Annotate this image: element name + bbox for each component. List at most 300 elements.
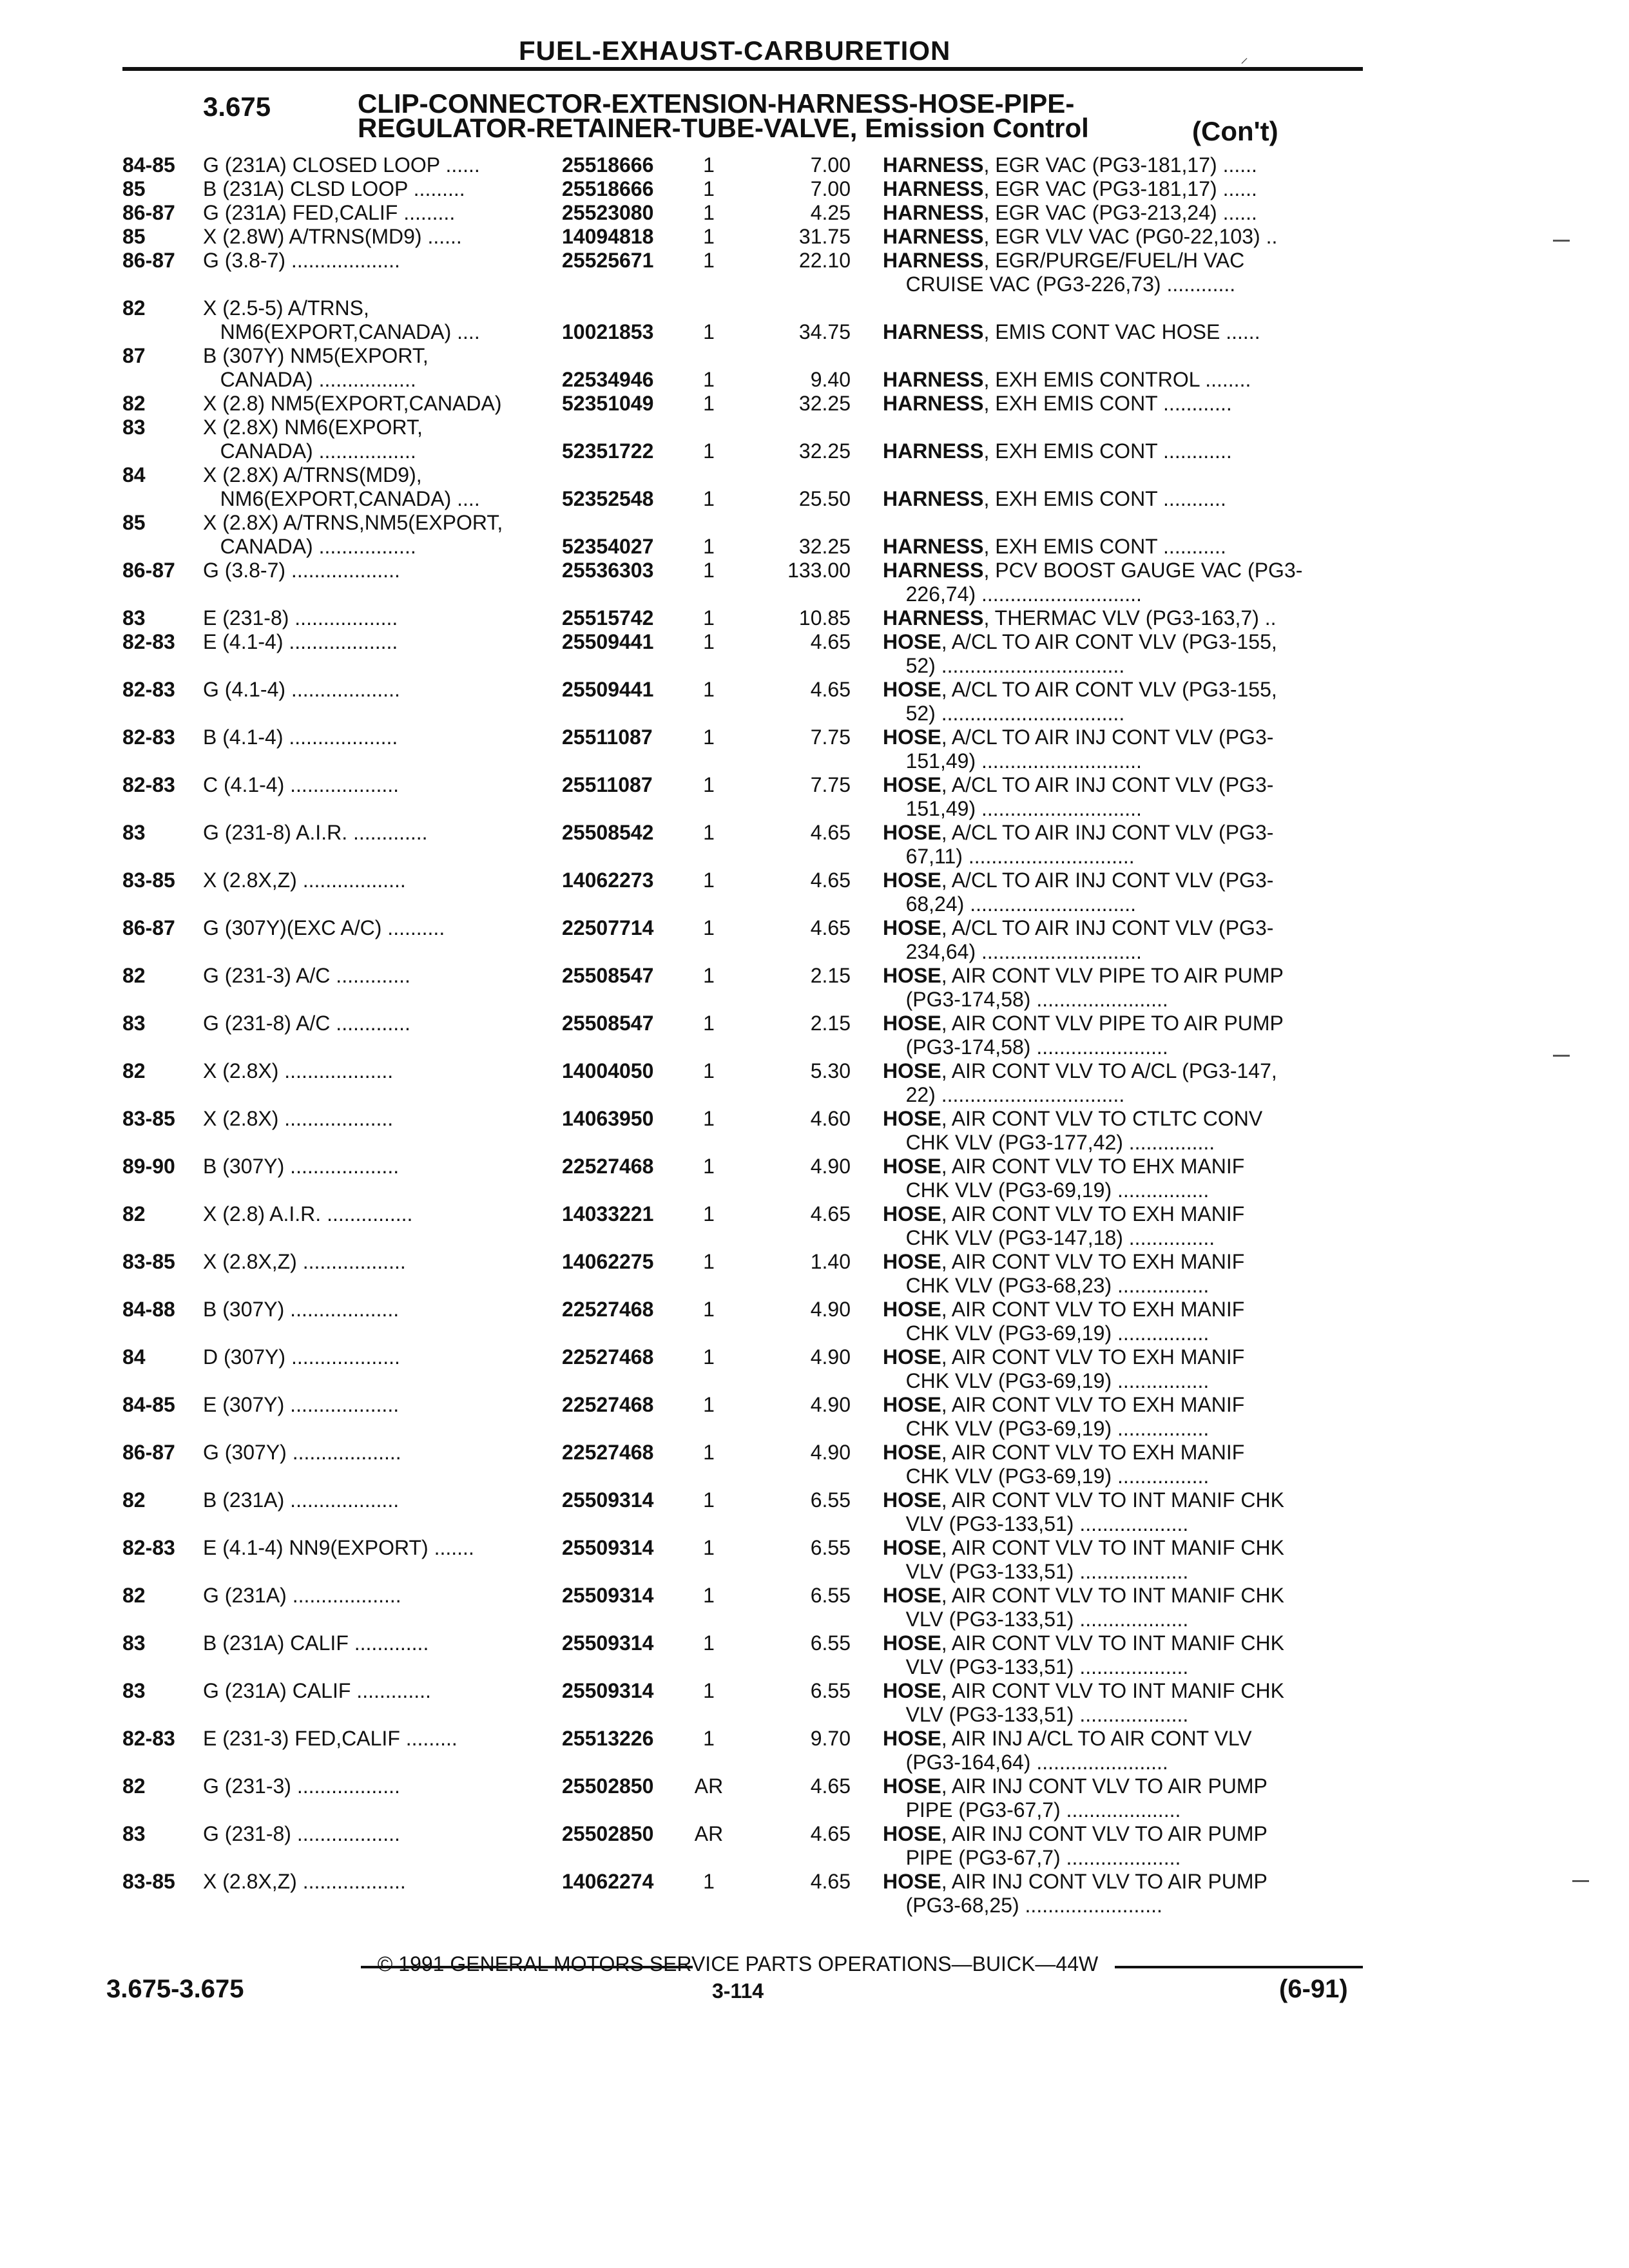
part-line xyxy=(122,177,1366,201)
part-description: 68,24) ............................. xyxy=(883,892,1137,916)
part-description: HARNESS, EGR VLV VAC (PG0-22,103) .. xyxy=(883,225,1278,248)
part-line xyxy=(122,1035,1366,1059)
part-line xyxy=(122,916,1366,940)
application: NM6(EXPORT,CANADA) .... xyxy=(203,487,480,510)
part-description: 151,49) ............................ xyxy=(883,797,1142,820)
quantity: 1 xyxy=(703,320,715,343)
quantity: 1 xyxy=(703,678,715,701)
price: 32.25 xyxy=(798,535,851,558)
price: 4.65 xyxy=(810,869,851,892)
part-keyword: HOSE xyxy=(883,964,941,987)
price: 4.65 xyxy=(810,1202,851,1225)
part-description: HOSE, AIR CONT VLV TO INT MANIF CHK xyxy=(883,1679,1284,1702)
part-description: VLV (PG3-133,51) ................... xyxy=(883,1512,1189,1535)
model-years: 83 xyxy=(122,1012,146,1035)
model-years: 83 xyxy=(122,606,146,629)
quantity: AR xyxy=(694,1774,724,1798)
quantity: 1 xyxy=(703,1107,715,1130)
part-description: HOSE, AIR CONT VLV TO CTLTC CONV xyxy=(883,1107,1263,1130)
part-keyword: HARNESS xyxy=(883,606,984,629)
part-line xyxy=(122,1369,1366,1393)
quantity: 1 xyxy=(703,1393,715,1416)
price: 9.40 xyxy=(810,368,851,391)
price: 4.65 xyxy=(810,821,851,844)
part-number: 25508542 xyxy=(562,821,654,844)
part-line xyxy=(122,1131,1366,1155)
revision-date: (6-91) xyxy=(1279,1975,1348,2003)
part-number: 25508547 xyxy=(562,964,654,987)
part-keyword: HOSE xyxy=(883,1345,941,1369)
part-description: HOSE, A/CL TO AIR INJ CONT VLV (PG3- xyxy=(883,869,1274,892)
quantity: 1 xyxy=(703,1345,715,1369)
part-description: HOSE, AIR CONT VLV TO EXH MANIF xyxy=(883,1345,1245,1369)
part-description: VLV (PG3-133,51) ................... xyxy=(883,1655,1189,1678)
application: G (231-3) A/C ............. xyxy=(203,964,410,987)
part-line xyxy=(122,1822,1366,1846)
application: G (4.1-4) ................... xyxy=(203,678,400,701)
part-number: 25509314 xyxy=(562,1536,654,1559)
application: C (4.1-4) ................... xyxy=(203,773,400,796)
part-keyword: HOSE xyxy=(883,1012,941,1035)
model-years: 84 xyxy=(122,1345,146,1369)
part-description: CHK VLV (PG3-69,19) ................ xyxy=(883,1465,1210,1488)
part-description: HOSE, AIR CONT VLV TO INT MANIF CHK xyxy=(883,1584,1284,1607)
part-description: HOSE, AIR CONT VLV TO INT MANIF CHK xyxy=(883,1488,1284,1512)
part-description: HOSE, AIR INJ CONT VLV TO AIR PUMP xyxy=(883,1870,1268,1893)
application: G (3.8-7) ................... xyxy=(203,559,400,582)
application: X (2.8X) ................... xyxy=(203,1059,394,1082)
part-description: HOSE, AIR CONT VLV TO EXH MANIF xyxy=(883,1250,1245,1273)
part-description: HARNESS, EXH EMIS CONT ............ xyxy=(883,439,1232,463)
part-line xyxy=(122,1727,1366,1751)
price: 6.55 xyxy=(810,1631,851,1655)
quantity: 1 xyxy=(703,1250,715,1273)
part-description: HOSE, A/CL TO AIR CONT VLV (PG3-155, xyxy=(883,678,1277,701)
part-description: HOSE, AIR CONT VLV PIPE TO AIR PUMP xyxy=(883,1012,1284,1035)
part-keyword: HOSE xyxy=(883,678,941,701)
model-years: 82-83 xyxy=(122,773,175,796)
model-years: 83 xyxy=(122,416,146,439)
part-number: 25511087 xyxy=(562,726,653,749)
model-years: 82 xyxy=(122,392,146,415)
application: E (4.1-4) ................... xyxy=(203,630,398,653)
quantity: 1 xyxy=(703,726,715,749)
part-description: VLV (PG3-133,51) ................... xyxy=(883,1560,1189,1583)
pen-mark: ⸝ xyxy=(1240,49,1248,66)
part-line xyxy=(122,1536,1366,1560)
part-description: VLV (PG3-133,51) ................... xyxy=(883,1703,1189,1726)
part-line xyxy=(122,988,1366,1012)
application: G (231A) ................... xyxy=(203,1584,401,1607)
model-years: 82 xyxy=(122,1202,146,1225)
group-number: 3.675 xyxy=(203,91,271,122)
model-years: 87 xyxy=(122,344,146,367)
part-line xyxy=(122,654,1366,678)
application: X (2.8X,Z) .................. xyxy=(203,1870,406,1893)
quantity: 1 xyxy=(703,1870,715,1893)
part-line xyxy=(122,797,1366,821)
part-line xyxy=(122,1345,1366,1369)
application: X (2.8X,Z) .................. xyxy=(203,1250,406,1273)
application: G (231A) CLOSED LOOP ...... xyxy=(203,153,480,177)
page-number: 3-114 xyxy=(712,1979,764,2003)
part-number: 10021853 xyxy=(562,320,654,343)
quantity: 1 xyxy=(703,487,715,510)
model-years: 82 xyxy=(122,1059,146,1082)
part-line xyxy=(122,773,1366,797)
part-description: HOSE, AIR INJ A/CL TO AIR CONT VLV xyxy=(883,1727,1252,1750)
margin-mark xyxy=(1572,1880,1589,1882)
part-number: 25518666 xyxy=(562,153,654,177)
part-keyword: HOSE xyxy=(883,630,941,653)
model-years: 82-83 xyxy=(122,678,175,701)
part-number: 22527468 xyxy=(562,1441,654,1464)
part-number: 25509441 xyxy=(562,630,654,653)
model-years: 85 xyxy=(122,177,146,200)
application: CANADA) ................. xyxy=(203,439,416,463)
part-keyword: HOSE xyxy=(883,1631,941,1655)
model-years: 84-85 xyxy=(122,153,175,177)
part-description: CHK VLV (PG3-69,19) ................ xyxy=(883,1321,1210,1345)
application: X (2.5-5) A/TRNS, xyxy=(203,296,369,320)
part-description: CRUISE VAC (PG3-226,73) ............ xyxy=(883,273,1236,296)
part-line xyxy=(122,439,1366,463)
part-description: (PG3-174,58) ....................... xyxy=(883,1035,1168,1059)
quantity: 1 xyxy=(703,1536,715,1559)
model-years: 83 xyxy=(122,1631,146,1655)
price: 4.90 xyxy=(810,1393,851,1416)
part-number: 25523080 xyxy=(562,201,654,224)
model-years: 82 xyxy=(122,1584,146,1607)
part-number: 14062273 xyxy=(562,869,654,892)
part-line xyxy=(122,749,1366,773)
part-keyword: HOSE xyxy=(883,1822,941,1845)
part-line xyxy=(122,1894,1366,1917)
part-description: PIPE (PG3-67,7) .................... xyxy=(883,1846,1181,1869)
part-number: 52351722 xyxy=(562,439,654,463)
part-line xyxy=(122,1107,1366,1131)
quantity: 1 xyxy=(703,1155,715,1178)
part-number: 25515742 xyxy=(562,606,654,629)
section-title: FUEL-EXHAUST-CARBURETION xyxy=(519,35,951,66)
application: B (231A) CLSD LOOP ......... xyxy=(203,177,465,200)
part-number: 14094818 xyxy=(562,225,654,248)
part-number: 25525671 xyxy=(562,249,654,272)
footer-range: 3.675-3.675 xyxy=(106,1975,244,2003)
part-keyword: HARNESS xyxy=(883,559,984,582)
quantity: 1 xyxy=(703,225,715,248)
model-years: 83-85 xyxy=(122,1870,175,1893)
quantity: 1 xyxy=(703,1584,715,1607)
quantity: 1 xyxy=(703,1298,715,1321)
header-rule xyxy=(122,67,1363,71)
part-keyword: HOSE xyxy=(883,1727,941,1750)
part-keyword: HOSE xyxy=(883,1488,941,1512)
quantity: 1 xyxy=(703,964,715,987)
part-line xyxy=(122,1083,1366,1107)
part-description: HARNESS, EXH EMIS CONT ........... xyxy=(883,487,1226,510)
quantity: 1 xyxy=(703,559,715,582)
price: 5.30 xyxy=(810,1059,851,1082)
price: 7.75 xyxy=(810,773,851,796)
part-line xyxy=(122,1774,1366,1798)
part-number: 25508547 xyxy=(562,1012,654,1035)
part-description: HOSE, AIR CONT VLV TO EXH MANIF xyxy=(883,1393,1245,1416)
part-line xyxy=(122,1703,1366,1727)
part-line xyxy=(122,940,1366,964)
part-line xyxy=(122,892,1366,916)
application: B (307Y) NM5(EXPORT, xyxy=(203,344,429,367)
part-keyword: HOSE xyxy=(883,869,941,892)
application: CANADA) ................. xyxy=(203,535,416,558)
application: G (3.8-7) ................... xyxy=(203,249,400,272)
part-line xyxy=(122,225,1366,249)
part-line xyxy=(122,1655,1366,1679)
price: 4.65 xyxy=(810,1870,851,1893)
quantity: 1 xyxy=(703,249,715,272)
application: B (307Y) ................... xyxy=(203,1155,400,1178)
part-keyword: HARNESS xyxy=(883,439,984,463)
quantity: 1 xyxy=(703,177,715,200)
group-title-line-2: REGULATOR-RETAINER-TUBE-VALVE, Emission Control xyxy=(358,113,1089,143)
model-years: 85 xyxy=(122,225,146,248)
application: E (231-8) .................. xyxy=(203,606,398,629)
part-description: HOSE, A/CL TO AIR CONT VLV (PG3-155, xyxy=(883,630,1277,653)
part-line xyxy=(122,1798,1366,1822)
part-line xyxy=(122,1679,1366,1703)
model-years: 82-83 xyxy=(122,1727,175,1750)
price: 2.15 xyxy=(810,1012,851,1035)
part-line xyxy=(122,845,1366,869)
part-number: 22527468 xyxy=(562,1345,654,1369)
application: D (307Y) ................... xyxy=(203,1345,400,1369)
quantity: 1 xyxy=(703,1202,715,1225)
part-description: HOSE, AIR CONT VLV TO INT MANIF CHK xyxy=(883,1536,1284,1559)
quantity: 1 xyxy=(703,201,715,224)
part-line xyxy=(122,1584,1366,1608)
part-number: 22527468 xyxy=(562,1393,654,1416)
application: X (2.8) A.I.R. ............... xyxy=(203,1202,413,1225)
part-line xyxy=(122,1870,1366,1894)
part-number: 14062274 xyxy=(562,1870,654,1893)
part-number: 52351049 xyxy=(562,392,654,415)
footer-rule-right xyxy=(1115,1966,1363,1968)
part-keyword: HOSE xyxy=(883,1298,941,1321)
price: 4.60 xyxy=(810,1107,851,1130)
part-line xyxy=(122,1441,1366,1465)
part-description: HOSE, AIR CONT VLV TO EHX MANIF xyxy=(883,1155,1245,1178)
part-keyword: HOSE xyxy=(883,1584,941,1607)
part-description: CHK VLV (PG3-69,19) ................ xyxy=(883,1178,1210,1202)
part-description: (PG3-174,58) ....................... xyxy=(883,988,1168,1011)
application: X (2.8X) ................... xyxy=(203,1107,394,1130)
price: 10.85 xyxy=(798,606,851,629)
part-description: 67,11) ............................. xyxy=(883,845,1135,868)
price: 25.50 xyxy=(798,487,851,510)
part-keyword: HOSE xyxy=(883,821,941,844)
part-line xyxy=(122,821,1366,845)
part-description: HARNESS, EXH EMIS CONTROL ........ xyxy=(883,368,1251,391)
application: G (231-3) .................. xyxy=(203,1774,400,1798)
part-description: HARNESS, EGR VAC (PG3-181,17) ...... xyxy=(883,153,1257,177)
part-description: HOSE, AIR CONT VLV PIPE TO AIR PUMP xyxy=(883,964,1284,987)
part-line xyxy=(122,1178,1366,1202)
part-line xyxy=(122,1465,1366,1488)
model-years: 86-87 xyxy=(122,1441,175,1464)
part-line xyxy=(122,463,1366,487)
price: 4.65 xyxy=(810,1822,851,1845)
part-description: HARNESS, EXH EMIS CONT ........... xyxy=(883,535,1226,558)
application: G (307Y)(EXC A/C) .......... xyxy=(203,916,445,939)
model-years: 82 xyxy=(122,964,146,987)
part-description: (PG3-164,64) ....................... xyxy=(883,1751,1168,1774)
part-keyword: HARNESS xyxy=(883,177,984,200)
price: 4.90 xyxy=(810,1155,851,1178)
part-description: HOSE, AIR CONT VLV TO EXH MANIF xyxy=(883,1202,1245,1225)
price: 6.55 xyxy=(810,1584,851,1607)
part-number: 25513226 xyxy=(562,1727,654,1750)
price: 4.65 xyxy=(810,1774,851,1798)
model-years: 83-85 xyxy=(122,869,175,892)
part-number: 52352548 xyxy=(562,487,654,510)
price: 4.65 xyxy=(810,916,851,939)
part-keyword: HOSE xyxy=(883,1679,941,1702)
application: G (231A) CALIF ............. xyxy=(203,1679,431,1702)
application: B (231A) CALIF ............. xyxy=(203,1631,429,1655)
part-line xyxy=(122,1155,1366,1178)
part-description: CHK VLV (PG3-147,18) ............... xyxy=(883,1226,1215,1249)
application: G (231-8) A/C ............. xyxy=(203,1012,410,1035)
part-keyword: HOSE xyxy=(883,773,941,796)
part-line xyxy=(122,201,1366,225)
part-line xyxy=(122,1321,1366,1345)
quantity: 1 xyxy=(703,773,715,796)
application: X (2.8) NM5(EXPORT,CANADA) xyxy=(203,392,502,415)
price: 4.65 xyxy=(810,678,851,701)
part-number: 25502850 xyxy=(562,1822,654,1845)
part-line xyxy=(122,1751,1366,1774)
application: B (231A) ................... xyxy=(203,1488,400,1512)
quantity: 1 xyxy=(703,916,715,939)
part-line xyxy=(122,702,1366,726)
quantity: 1 xyxy=(703,821,715,844)
part-keyword: HARNESS xyxy=(883,535,984,558)
model-years: 83-85 xyxy=(122,1107,175,1130)
price: 22.10 xyxy=(798,249,851,272)
part-number: 14033221 xyxy=(562,1202,654,1225)
price: 7.00 xyxy=(810,177,851,200)
part-number: 14062275 xyxy=(562,1250,654,1273)
part-line xyxy=(122,1202,1366,1226)
part-description: 234,64) ............................ xyxy=(883,940,1142,963)
price: 31.75 xyxy=(798,225,851,248)
part-line xyxy=(122,535,1366,559)
model-years: 86-87 xyxy=(122,249,175,272)
part-description: PIPE (PG3-67,7) .................... xyxy=(883,1798,1181,1821)
application: G (307Y) ................... xyxy=(203,1441,401,1464)
part-description: HARNESS, EGR VAC (PG3-181,17) ...... xyxy=(883,177,1257,200)
application: E (4.1-4) NN9(EXPORT) ....... xyxy=(203,1536,474,1559)
part-description: HARNESS, EMIS CONT VAC HOSE ...... xyxy=(883,320,1260,343)
part-description: 22) ................................ xyxy=(883,1083,1125,1106)
part-keyword: HARNESS xyxy=(883,487,984,510)
part-keyword: HOSE xyxy=(883,1536,941,1559)
part-line xyxy=(122,630,1366,654)
part-description: HOSE, AIR CONT VLV TO EXH MANIF xyxy=(883,1441,1245,1464)
model-years: 82-83 xyxy=(122,1536,175,1559)
part-description: HOSE, AIR INJ CONT VLV TO AIR PUMP xyxy=(883,1822,1268,1845)
part-number: 25509314 xyxy=(562,1584,654,1607)
part-keyword: HOSE xyxy=(883,1870,941,1893)
model-years: 82 xyxy=(122,296,146,320)
part-keyword: HARNESS xyxy=(883,320,984,343)
part-description: HOSE, A/CL TO AIR INJ CONT VLV (PG3- xyxy=(883,773,1274,796)
price: 4.90 xyxy=(810,1298,851,1321)
part-number: 22507714 xyxy=(562,916,654,939)
part-description: CHK VLV (PG3-68,23) ................ xyxy=(883,1274,1210,1297)
application: B (307Y) ................... xyxy=(203,1298,400,1321)
copyright-notice: © 1991 GENERAL MOTORS SERVICE PARTS OPERATIONS—BUICK—44W xyxy=(377,1952,1099,1975)
part-keyword: HOSE xyxy=(883,1202,941,1225)
part-description: HARNESS, THERMAC VLV (PG3-163,7) .. xyxy=(883,606,1277,629)
price: 32.25 xyxy=(798,439,851,463)
part-keyword: HOSE xyxy=(883,1774,941,1798)
part-line xyxy=(122,1631,1366,1655)
price: 7.00 xyxy=(810,153,851,177)
part-line xyxy=(122,1417,1366,1441)
part-line xyxy=(122,368,1366,392)
application: G (231-8) .................. xyxy=(203,1822,400,1845)
part-line xyxy=(122,726,1366,749)
part-line xyxy=(122,964,1366,988)
part-keyword: HARNESS xyxy=(883,392,984,415)
part-line xyxy=(122,1393,1366,1417)
part-line xyxy=(122,1560,1366,1584)
model-years: 82 xyxy=(122,1488,146,1512)
price: 6.55 xyxy=(810,1488,851,1512)
part-line xyxy=(122,1846,1366,1870)
part-description: CHK VLV (PG3-177,42) ............... xyxy=(883,1131,1215,1154)
quantity: 1 xyxy=(703,439,715,463)
quantity: AR xyxy=(694,1822,724,1845)
part-description: CHK VLV (PG3-69,19) ................ xyxy=(883,1369,1210,1392)
part-line xyxy=(122,582,1366,606)
part-line xyxy=(122,296,1366,320)
part-number: 25511087 xyxy=(562,773,653,796)
price: 4.65 xyxy=(810,630,851,653)
model-years: 83 xyxy=(122,1822,146,1845)
part-number: 25509314 xyxy=(562,1488,654,1512)
application: G (231-8) A.I.R. ............. xyxy=(203,821,428,844)
application: X (2.8X) A/TRNS(MD9), xyxy=(203,463,422,486)
part-line xyxy=(122,1059,1366,1083)
application: E (231-3) FED,CALIF ......... xyxy=(203,1727,458,1750)
part-keyword: HARNESS xyxy=(883,225,984,248)
application: CANADA) ................. xyxy=(203,368,416,391)
part-line xyxy=(122,1274,1366,1298)
price: 32.25 xyxy=(798,392,851,415)
price: 4.25 xyxy=(810,201,851,224)
part-line xyxy=(122,1608,1366,1631)
part-keyword: HOSE xyxy=(883,1250,941,1273)
model-years: 83 xyxy=(122,1679,146,1702)
part-line xyxy=(122,1512,1366,1536)
part-keyword: HARNESS xyxy=(883,249,984,272)
part-keyword: HOSE xyxy=(883,1441,941,1464)
application: NM6(EXPORT,CANADA) .... xyxy=(203,320,480,343)
part-number: 22527468 xyxy=(562,1298,654,1321)
price: 4.90 xyxy=(810,1441,851,1464)
